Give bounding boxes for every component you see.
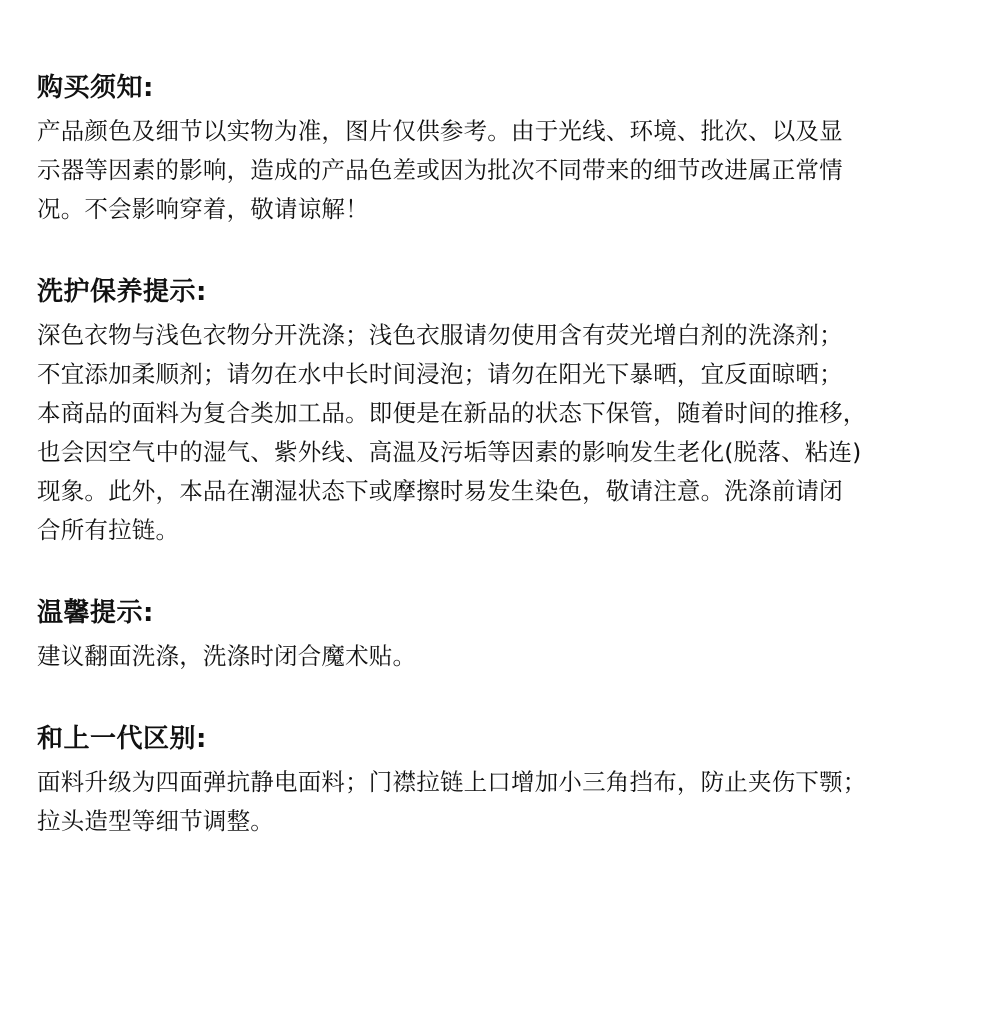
version-differences-line: 拉头造型等细节调整。: [37, 807, 274, 835]
care-tips-line: 本商品的面料为复合类加工品。即便是在新品的状态下保管，随着时间的推移，: [37, 399, 867, 427]
purchase-notice-title: 购买须知:: [37, 73, 154, 103]
care-tips-line: 合所有拉链。: [37, 516, 180, 544]
purchase-notice-section: [37, 64, 960, 229]
purchase-notice-line: 示器等因素的影响，造成的产品色差或因为批次不同带来的细节改进属正常情: [37, 156, 843, 184]
care-tips-line: 也会因空气中的湿气、紫外线、高温及污垢等因素的影响发生老化(脱落、粘连): [37, 438, 862, 466]
care-tips-section: [37, 268, 960, 550]
care-tips-line: 现象。此外，本品在潮湿状态下或摩擦时易发生染色，敬请注意。洗涤前请闭: [37, 477, 843, 505]
version-differences-title: 和上一代区别:: [37, 724, 207, 754]
care-tips-line: 不宜添加柔顺剂；请勿在水中长时间浸泡；请勿在阳光下暴晒，宜反面晾晒；: [37, 360, 843, 388]
warm-reminder-line: 建议翻面洗涤，洗涤时闭合魔术贴。: [37, 642, 417, 670]
version-differences-line: 面料升级为四面弹抗静电面料；门襟拉链上口增加小三角挡布，防止夹伤下颚；: [37, 768, 867, 796]
care-tips-line: 深色衣物与浅色衣物分开洗涤；浅色衣服请勿使用含有荧光增白剂的洗涤剂；: [37, 321, 843, 349]
purchase-notice-line: 产品颜色及细节以实物为准，图片仅供参考。由于光线、环境、批次、以及显: [37, 117, 843, 145]
care-tips-title: 洗护保养提示:: [37, 277, 207, 307]
purchase-notice-line: 况。不会影响穿着，敬请谅解！: [37, 195, 369, 223]
version-differences-section: [37, 715, 960, 841]
warm-reminder-section: [37, 589, 960, 676]
warm-reminder-title: 温馨提示:: [37, 598, 154, 628]
